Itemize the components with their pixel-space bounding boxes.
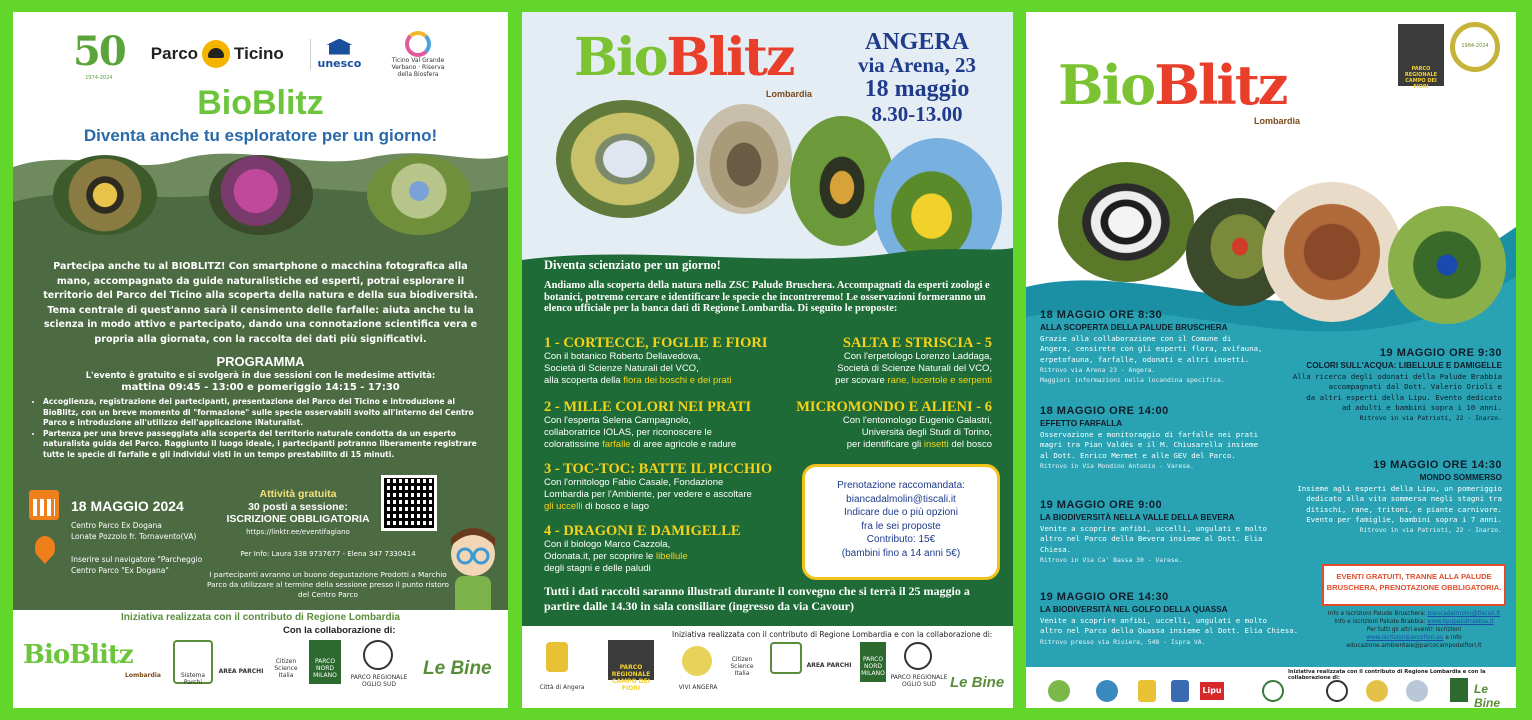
iscrizioni-website-link[interactable]: www.iscrizioniparcofiori.eu [1366, 635, 1444, 641]
list-item: • Partenza per una breve passeggiata alla scoperta del territorio naturale condotta da un esperto naturalista guida del Parco. Raggiunto il luogo ideale, i partecipanti potranno liberamente registrare tutte le specie di farfalle e gli individui visti in un tempo prestabilito di 15 minuti. [43, 429, 490, 461]
explorer-child-illustration [443, 524, 503, 624]
poster-angera [522, 12, 1013, 708]
unesco-logo: unesco [310, 39, 362, 70]
section-heading: Diventa scienziato per un giorno! [544, 258, 721, 272]
registration-link[interactable]: https://linktr.ee/eventifagiano [246, 528, 350, 536]
event-item: 19 MAGGIO ORE 14:30 LA BIODIVERSITÀ NEL GOLFO DELLA QUASSA Venite a scoprire anfibi, uccelli, ungulati e molto altro nel Parco della Quassa insieme al Dott. Elia Chiesa. Ritrovo presso via Riviera, 548 - Ispra VA. [1040, 591, 1299, 646]
calendar-icon [29, 490, 59, 520]
partner-logo-icon [1326, 680, 1348, 702]
programme-note: L'evento è gratuito e si svolgerà in due sessioni con le medesime attività: [85, 370, 436, 380]
citizen-science-logo: Citizen Science Italia [730, 656, 754, 677]
event-item: 19 MAGGIO ORE 14:30 MONDO SOMMERSO Insieme agli esperti della Lipu, un pomeriggio dedicato alla vita sommersa negli stagni tra ditischi, rane, tritoni, e piante carnivore. Evento per famiglie, bambini sopra i 7 anni. Ritrovo in via Patrioti, 22 - Inarzo. [1297, 459, 1502, 535]
campo-dei-fiori-logo: PARCO REGIONALE CAMPO DEI FIORI [608, 640, 654, 680]
event-place: Centro Parco Ex Dogana Lonate Pozzolo fr. Tornavento(VA) [71, 521, 197, 541]
partner-logos [73, 24, 448, 84]
le-bine-logo: Le Bine [1474, 682, 1501, 708]
lombardia-label: Lombardia [125, 672, 161, 679]
booking-box: Prenotazione raccomandata: biancadalmolin@tiscali.it Indicare due o più opzioni fra le sei proposte Contributo: 15€ (bambini fino a 14 anni 5€) [802, 464, 1000, 580]
event-date: 18 MAGGIO 2024 [71, 498, 184, 514]
citizen-science-logo: Citizen Science Italia [274, 658, 298, 679]
crest-icon [1171, 680, 1189, 702]
event-item: 19 MAGGIO ORE 9:30 COLORI SULL'ACQUA: LIBELLULE E DAMIGELLE Alla ricerca degli odonati della Palude Brabbia accompagnati dal Dott. Valerio Orioli e da altri esperti della Lipu. Evento dedicato ad adulti e bambini sopra i 10 anni. Ritrovo in via Patrioti, 22 - Inarzo. [1292, 347, 1502, 423]
tiger-icon [202, 40, 230, 68]
activity-item: 4 - DRAGONI E DAMIGELLE Con il biologo Marco Cazzola, Odonata.it, per scoprire le libellule degli stagni e delle paludi [544, 523, 741, 574]
marbled-white-butterfly-photo [1058, 162, 1194, 282]
intro-text: Partecipa anche tu al BIOBLITZ! Con smartphone o macchina fotografica alla mano, accompagnato da guide naturalistiche ed esperti, potrai esplorare il territorio del Parco del Ticino alla scoperta della natura e della sua biodiversità. Tema centrale di quest'anno sarà il censimento delle farfalle: aiuta anche tu la scienza in modo attivo e partecipato, dando una connotazione scientifica vera e propria alla giornata, con la raccolta dei dati più significativi. [43, 261, 478, 345]
crest-icon [1138, 680, 1156, 702]
lombardia-label: Lombardia [1254, 116, 1301, 126]
white-butterfly-photo [556, 100, 694, 218]
bioblitz-title: BioBlitz [574, 27, 794, 88]
blue-butterfly-photo [367, 155, 471, 235]
angera-logo: Città di Angera [539, 684, 585, 691]
activity-item: SALTA E STRISCIA - 5 Con l'erpetologo Lorenzo Laddaga, Società di Scienze Naturali del VCO, per scovare rane, lucertole e serpenti [835, 335, 992, 386]
activity-item: MICROMONDO E ALIENI - 6 Con l'entomologo Eugenio Galastri, Università degli Studi di Torino, per identificare gli insetti del bosco [796, 399, 992, 450]
partner-logo-icon [1406, 680, 1428, 702]
oglio-sud-logo: PARCO REGIONALE OGLIO SUD [350, 674, 408, 688]
event-item: 19 MAGGIO ORE 9:00 LA BIODIVERSITÀ NELLA VALLE DELLA BEVERA Venite a scoprire anfibi, uccelli, ungulati e molto altro nel Parco della Bevera insieme al Dott. Elia Chiesa. Ritrovo in Via Ca' Bassa 30 - Varese. [1040, 499, 1267, 564]
angera-crest-icon [546, 642, 568, 672]
oglio-sud-icon [363, 640, 393, 670]
programme-list [33, 397, 490, 460]
partner-logo-icon [1096, 680, 1118, 702]
partner-logo-icon [1262, 680, 1284, 702]
oglio-sud-icon [904, 642, 932, 670]
anniversary-logo: 50 1974-2024 [73, 27, 125, 81]
le-bine-logo: Le Bine [423, 658, 492, 679]
event-details: ANGERA via Arena, 23 18 maggio 8.30-13.00 [857, 29, 977, 126]
event-item: 18 MAGGIO ORE 8:30 ALLA SCOPERTA DELLA PALUDE BRUSCHERA Grazie alla collaborazione con il Comune di Angera, censirete con gli esperti flora, avifauna, erpetofauna, farfalle, odonati e altri insetti. Ritrovo via Arena 23 - Angera. Maggiori informazioni nella locandina specifica. [1040, 309, 1263, 385]
activity-item: 2 - MILLE COLORI NEI PRATI Con l'esperta Selena Campagnolo, collaboratrice IOLAS, per riconoscere le coloratissime farfalle di aree agricole e radure [544, 399, 752, 450]
tasting-note: I partecipanti avranno un buono degustazione Prodotti a Marchio Parco da utilizzare al termine della sessione presso il punto ristoro del Centro Parco [206, 570, 450, 599]
swallowtail-butterfly-photo [53, 155, 157, 235]
session-times: mattina 09:45 - 13:00 e pomeriggio 14:15 - 17:30 [121, 382, 400, 393]
temple-icon [326, 39, 352, 55]
contact-info: Per Info: Laura 338 9737677 - Elena 347 7330414 [240, 550, 416, 558]
closing-note: Tutti i dati raccolti saranno illustrati durante il convegno che si terrà il 25 maggio a partire dalle 14.30 in sala consiliare (ingresso da via Cavour) [544, 584, 970, 613]
bioblitz-title: BioBlitz [1058, 53, 1287, 117]
registration-info: Info e iscrizioni Palude Bruschera: biancadalmolin@tiscali.it Info e iscrizioni Palude Brabbia: www.lipupalubrabbia.it Per tutti gli altri eventi: iscrizioni www.iscrizioniparcofiori.eu e info educazione.ambientale@parcocampodeifiori.it [1327, 611, 1501, 649]
partner-logo-icon [1366, 680, 1388, 702]
programme-heading: PROGRAMMA [216, 354, 305, 369]
poster-subtitle: Diventa anche tu esploratore per un giorno! [83, 126, 438, 145]
biosphere-logo: Ticino Val Grande Verbano · Riserva della Biosfera [388, 31, 448, 78]
damselfly-photo [1388, 206, 1506, 324]
qr-code[interactable] [381, 475, 437, 531]
parco-ticino-logo: Parco Ticino [151, 40, 284, 68]
location-pin-icon [35, 536, 55, 564]
bioblitz-logo: BioBlitz [23, 640, 133, 670]
contribution-note: Iniziativa realizzata con il contributo di Regione Lombardia e con la collaborazione di: [1288, 669, 1486, 681]
parco-nord-logo: PARCO NORD MILANO [309, 640, 341, 684]
heather-flower-photo [209, 155, 313, 235]
parco-nord-icon [1450, 678, 1468, 702]
brabbia-website-link[interactable]: www.lipupalubrabbia.it [1427, 619, 1494, 625]
partner-logo-icon [1048, 680, 1070, 702]
campo-dei-fiori-logo: PARCO REGIONALE CAMPO DEI FIORI [1398, 24, 1444, 86]
sistema-parchi-logo: Sistema Parchi [173, 640, 213, 684]
le-bine-logo: Le Bine [950, 674, 1005, 691]
poster-title: BioBlitz [197, 84, 324, 122]
booking-email[interactable]: biancadalmolin@tiscali.it [846, 493, 956, 505]
poster-parco-ticino [13, 12, 508, 708]
swirl-icon [405, 31, 431, 57]
lipu-logo: Lipu [1200, 682, 1224, 700]
lombardia-label: Lombardia [766, 89, 813, 99]
poster-campo-dei-fiori [1026, 12, 1516, 708]
water-rail-photo [696, 104, 792, 214]
area-parchi-logo: AREA PARCHI [218, 668, 264, 675]
activity-item: 1 - CORTECCE, FOGLIE E FIORI Con il botanico Roberto Dellavedova, Società di Scienze Naturali del VCO, alla scoperta della flora dei boschi e dei prati [544, 335, 768, 386]
intro-text: Andiamo alla scoperta della natura nella ZSC Palude Bruschera. Accompagnati da esperti zoologi e botanici, potremo cercare e identificare le specie che incontreremo! Le osservazioni formeranno un elenco ufficiale per la banca dati di Regione Lombardia. Di seguito le proposte: [544, 280, 990, 314]
bruschera-email-link[interactable]: biancadalmolin@tiscali.it [1427, 611, 1501, 617]
navigator-hint: Inserire sul navigatore "Parcheggio Centro Parco "Ex Dogana" [71, 555, 203, 575]
anniversary-logo: 1984-2024 [1450, 22, 1500, 72]
frog-photo [1262, 182, 1402, 322]
event-item: 18 MAGGIO ORE 14:00 EFFETTO FARFALLA Osservazione e monitoraggio di farfalle nei prati magri tra Pian Valdès e il M. Chiusarella insieme al Dott. Enrico Mermet e alle GEV del Parco. Ritrovo in Via Mondino Antonio - Varese. [1040, 405, 1259, 470]
parco-nord-logo: PARCO NORD MILANO [860, 642, 886, 682]
contribution-note: Iniziativa realizzata con il contributo di Regione Lombardia [121, 612, 400, 623]
area-parchi-logo: AREA PARCHI [806, 662, 852, 669]
collaboration-note: Con la collaborazione di: [283, 625, 396, 636]
vivi-angera-logo: VIVI ANGERA [678, 684, 718, 691]
contribution-note: Iniziativa realizzata con il contributo di Regione Lombardia e con la collaborazione di: [672, 630, 993, 639]
list-item: • Accoglienza, registrazione dei partecipanti, presentazione del Parco del Ticino e introduzione al BioBlitz, con un breve momento di "formazione" sulle specie osservabili svolto all'interno del Centro Parco e introduzione all'utilizzo dell'applicazione iNaturalist. [43, 397, 490, 429]
sistema-parchi-logo [770, 642, 802, 674]
activity-item: 3 - TOC-TOC: BATTE IL PICCHIO Con l'ornitologo Fabio Casale, Fondazione Lombardia per l'Ambiente, per vedere e ascoltare gli uccelli di bosco e lago [544, 461, 773, 512]
vivi-angera-icon [682, 646, 712, 676]
free-activity-note: Attività gratuita 30 posti a sessione: ISCRIZIONE OBBLIGATORIA [226, 488, 370, 525]
free-events-box: EVENTI GRATUITI, TRANNE ALLA PALUDE BRUSCHERA, PRENOTAZIONE OBBLIGATORIA. [1322, 564, 1506, 606]
oglio-sud-logo: PARCO REGIONALE OGLIO SUD [890, 674, 948, 688]
